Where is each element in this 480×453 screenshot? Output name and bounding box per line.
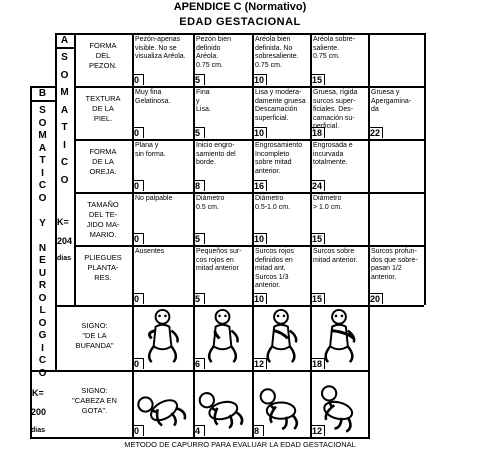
section-a-letter-box <box>55 47 74 49</box>
head-drop-infant-figure <box>135 372 190 433</box>
section-b-letter: B <box>38 88 47 99</box>
criterion-description: No palpable <box>135 195 173 202</box>
section-a-vertical-letter: T <box>61 122 68 133</box>
row-divider <box>74 192 424 194</box>
section-a-vertical-letter: M <box>60 87 69 98</box>
section-b-vertical-letter: O <box>38 117 47 129</box>
sign-label: SIGNO: "DE LA BUFANDA" <box>75 321 114 350</box>
criterion-description: Gruesa, rígida surcos super- ficiales. Des- camación su- perficial. <box>313 89 358 130</box>
sign-right-border <box>368 305 370 437</box>
section-a-vertical-letter: O <box>60 69 69 81</box>
table-subtitle: EDAD GESTACIONAL <box>179 16 301 28</box>
criterion-description: Pezón-apenas visible. No se visualiza Aréola. <box>135 36 186 60</box>
section-b-vertical-letter: M <box>38 130 47 141</box>
section-b-vertical-letter: U <box>38 267 47 279</box>
section-a-vertical-letter: A <box>60 104 69 116</box>
row-divider <box>74 86 424 88</box>
score-box: 10 <box>253 293 267 304</box>
criterion-description: Surcos sobre mitad anterior. <box>313 248 358 264</box>
section-a-vertical-letter: S <box>61 52 68 63</box>
score-box: 0 <box>133 293 144 304</box>
table-caption: METODO DE CAPURRO PARA EVALUAR LA EDAD GESTACIONAL <box>124 440 356 449</box>
section-b-vertical-letter: O <box>38 292 47 304</box>
score-box: 15 <box>311 233 325 244</box>
criterion-description: Diámetro 0.5-1.0 cm. <box>255 195 291 211</box>
score-box: 5 <box>194 127 205 138</box>
score-box: 0 <box>133 358 144 369</box>
section-b-vertical-letter <box>30 230 55 242</box>
score-box: 4 <box>194 425 205 436</box>
section-b-vertical-letter: N <box>38 242 47 254</box>
section-b-vertical-letter: I <box>41 167 44 179</box>
section-a-k-value: 204 <box>57 236 73 246</box>
score-box: 8 <box>194 180 205 191</box>
criterion-description: Engrosada e incurvada totalmente. <box>313 142 353 166</box>
section-b-vertical-letter: S <box>39 105 46 116</box>
criterion-label: FORMA DEL PEZON. <box>89 41 117 70</box>
section-a-vertical-letter: I <box>63 139 66 151</box>
section-b-k-value: 200 <box>31 407 47 417</box>
section-b-vertical-letter: R <box>38 280 47 291</box>
table-right-border <box>424 33 426 305</box>
table-bottom-border <box>30 437 370 439</box>
head-drop-infant-figure <box>255 372 307 433</box>
score-box: 12 <box>311 425 325 436</box>
score-box: 0 <box>133 127 144 138</box>
row-divider <box>74 245 424 247</box>
appendix-title: APENDICE C (Normativo) <box>173 1 307 13</box>
criterion-description: Engrosamiento Incompleto sobre mitad anterior. <box>255 142 303 175</box>
section-b-vertical-letter <box>30 205 55 217</box>
criterion-description: Lisa y modera- damente gruesa Descamación superficial. <box>255 89 306 122</box>
section-b-vertical-letter: E <box>39 255 46 266</box>
section-a-left-border <box>55 33 57 370</box>
criterion-description: Muy fina Gelatinosa. <box>135 89 171 105</box>
score-box: 10 <box>253 127 267 138</box>
section-b-vertical-letter: C <box>38 355 47 366</box>
criterion-description: Gruesa y Apergamina- da <box>371 89 412 113</box>
criterion-description: Aréola bien definida. No sobresaliente. 0.75 cm. <box>255 36 299 69</box>
section-a-inner-border <box>74 33 76 305</box>
section-b-vertical-letter: O <box>38 192 47 204</box>
criterion-description: Plana y sin forma. <box>135 142 166 158</box>
score-box: 0 <box>133 425 144 436</box>
section-a-k-label: K= <box>57 217 69 227</box>
score-box: 5 <box>194 74 205 85</box>
head-drop-infant-figure <box>196 372 249 433</box>
section-b-vertical-letter: A <box>38 142 47 154</box>
score-box: 0 <box>133 233 144 244</box>
score-box: 15 <box>311 74 325 85</box>
scarf-sign-infant-figure <box>196 307 249 366</box>
score-box: 6 <box>194 358 205 369</box>
criterion-description: Fina y Lisa. <box>196 89 211 113</box>
score-box: 18 <box>311 127 325 138</box>
section-b-vertical-letter: G <box>38 330 47 341</box>
score-box: 10 <box>253 233 267 244</box>
section-b-letter-box <box>30 100 55 102</box>
score-box: 16 <box>253 180 267 191</box>
head-drop-infant-figure <box>313 372 365 433</box>
criterion-description: Surcos profun- dos que sobre- pasan 1/2 anterior. <box>371 248 418 281</box>
score-box: 5 <box>194 293 205 304</box>
score-box: 24 <box>311 180 325 191</box>
scarf-sign-infant-figure <box>255 307 307 366</box>
criterion-description: Inicio engro- samiento del borde. <box>196 142 236 166</box>
section-a-letter: A <box>60 35 69 46</box>
section-b-vertical-letter: T <box>39 155 46 166</box>
section-b-k-label: K= <box>32 388 44 398</box>
criterion-label: TAMAÑO DEL TE- JIDO MA- MARIO. <box>86 200 120 239</box>
section-b-vertical-letter: O <box>38 317 47 329</box>
section-b-vertical-letter: L <box>39 305 46 316</box>
scarf-sign-infant-figure <box>135 307 190 366</box>
score-box: 20 <box>369 293 383 304</box>
section-b-vertical-letter: C <box>38 180 47 191</box>
score-box: 12 <box>253 358 267 369</box>
criterion-description: Aréola sobre- saliente. 0.75 cm. <box>313 36 356 60</box>
scarf-sign-infant-figure <box>313 307 365 366</box>
criterion-label: FORMA DE LA OREJA. <box>89 147 117 176</box>
score-box: 0 <box>133 180 144 191</box>
section-a-vertical-letter: O <box>60 174 69 186</box>
score-box: 22 <box>369 127 383 138</box>
score-box: 5 <box>194 233 205 244</box>
section-b-vertical-letter: Y <box>39 217 46 229</box>
score-box: 10 <box>253 74 267 85</box>
score-box: 18 <box>311 358 325 369</box>
criterion-label: TEXTURA DE LA PIEL. <box>85 94 121 123</box>
criterion-description: Pequeños sur- cos rojos en mitad anterior <box>196 248 242 272</box>
sign-label: SIGNO: "CABEZA EN GOTA". <box>72 386 117 415</box>
section-b-k-unit: dias <box>31 427 46 434</box>
criterion-label: PLIEGUES PLANTA- RES. <box>84 253 122 282</box>
section-a-vertical-letter: C <box>60 157 69 168</box>
criterion-description: Ausentes <box>135 248 165 255</box>
criterion-description: Diámetro > 1.0 cm. <box>313 195 342 211</box>
score-box: 8 <box>253 425 264 436</box>
criterion-description: Surcos rojos definidos en mitad ant. Surcos 1/3 anterior. <box>255 248 294 289</box>
section-a-k-unit: dias <box>57 255 72 262</box>
score-box: 0 <box>133 74 144 85</box>
section-b-vertical-letter: I <box>41 342 44 354</box>
criterion-description: Diámetro 0.5 cm. <box>196 195 225 211</box>
row-divider <box>74 139 424 141</box>
criterion-description: Pezón bien definido Aréola. 0.75 cm. <box>196 36 232 69</box>
section-b-vertical-letter: O <box>38 367 47 379</box>
score-box: 15 <box>311 293 325 304</box>
